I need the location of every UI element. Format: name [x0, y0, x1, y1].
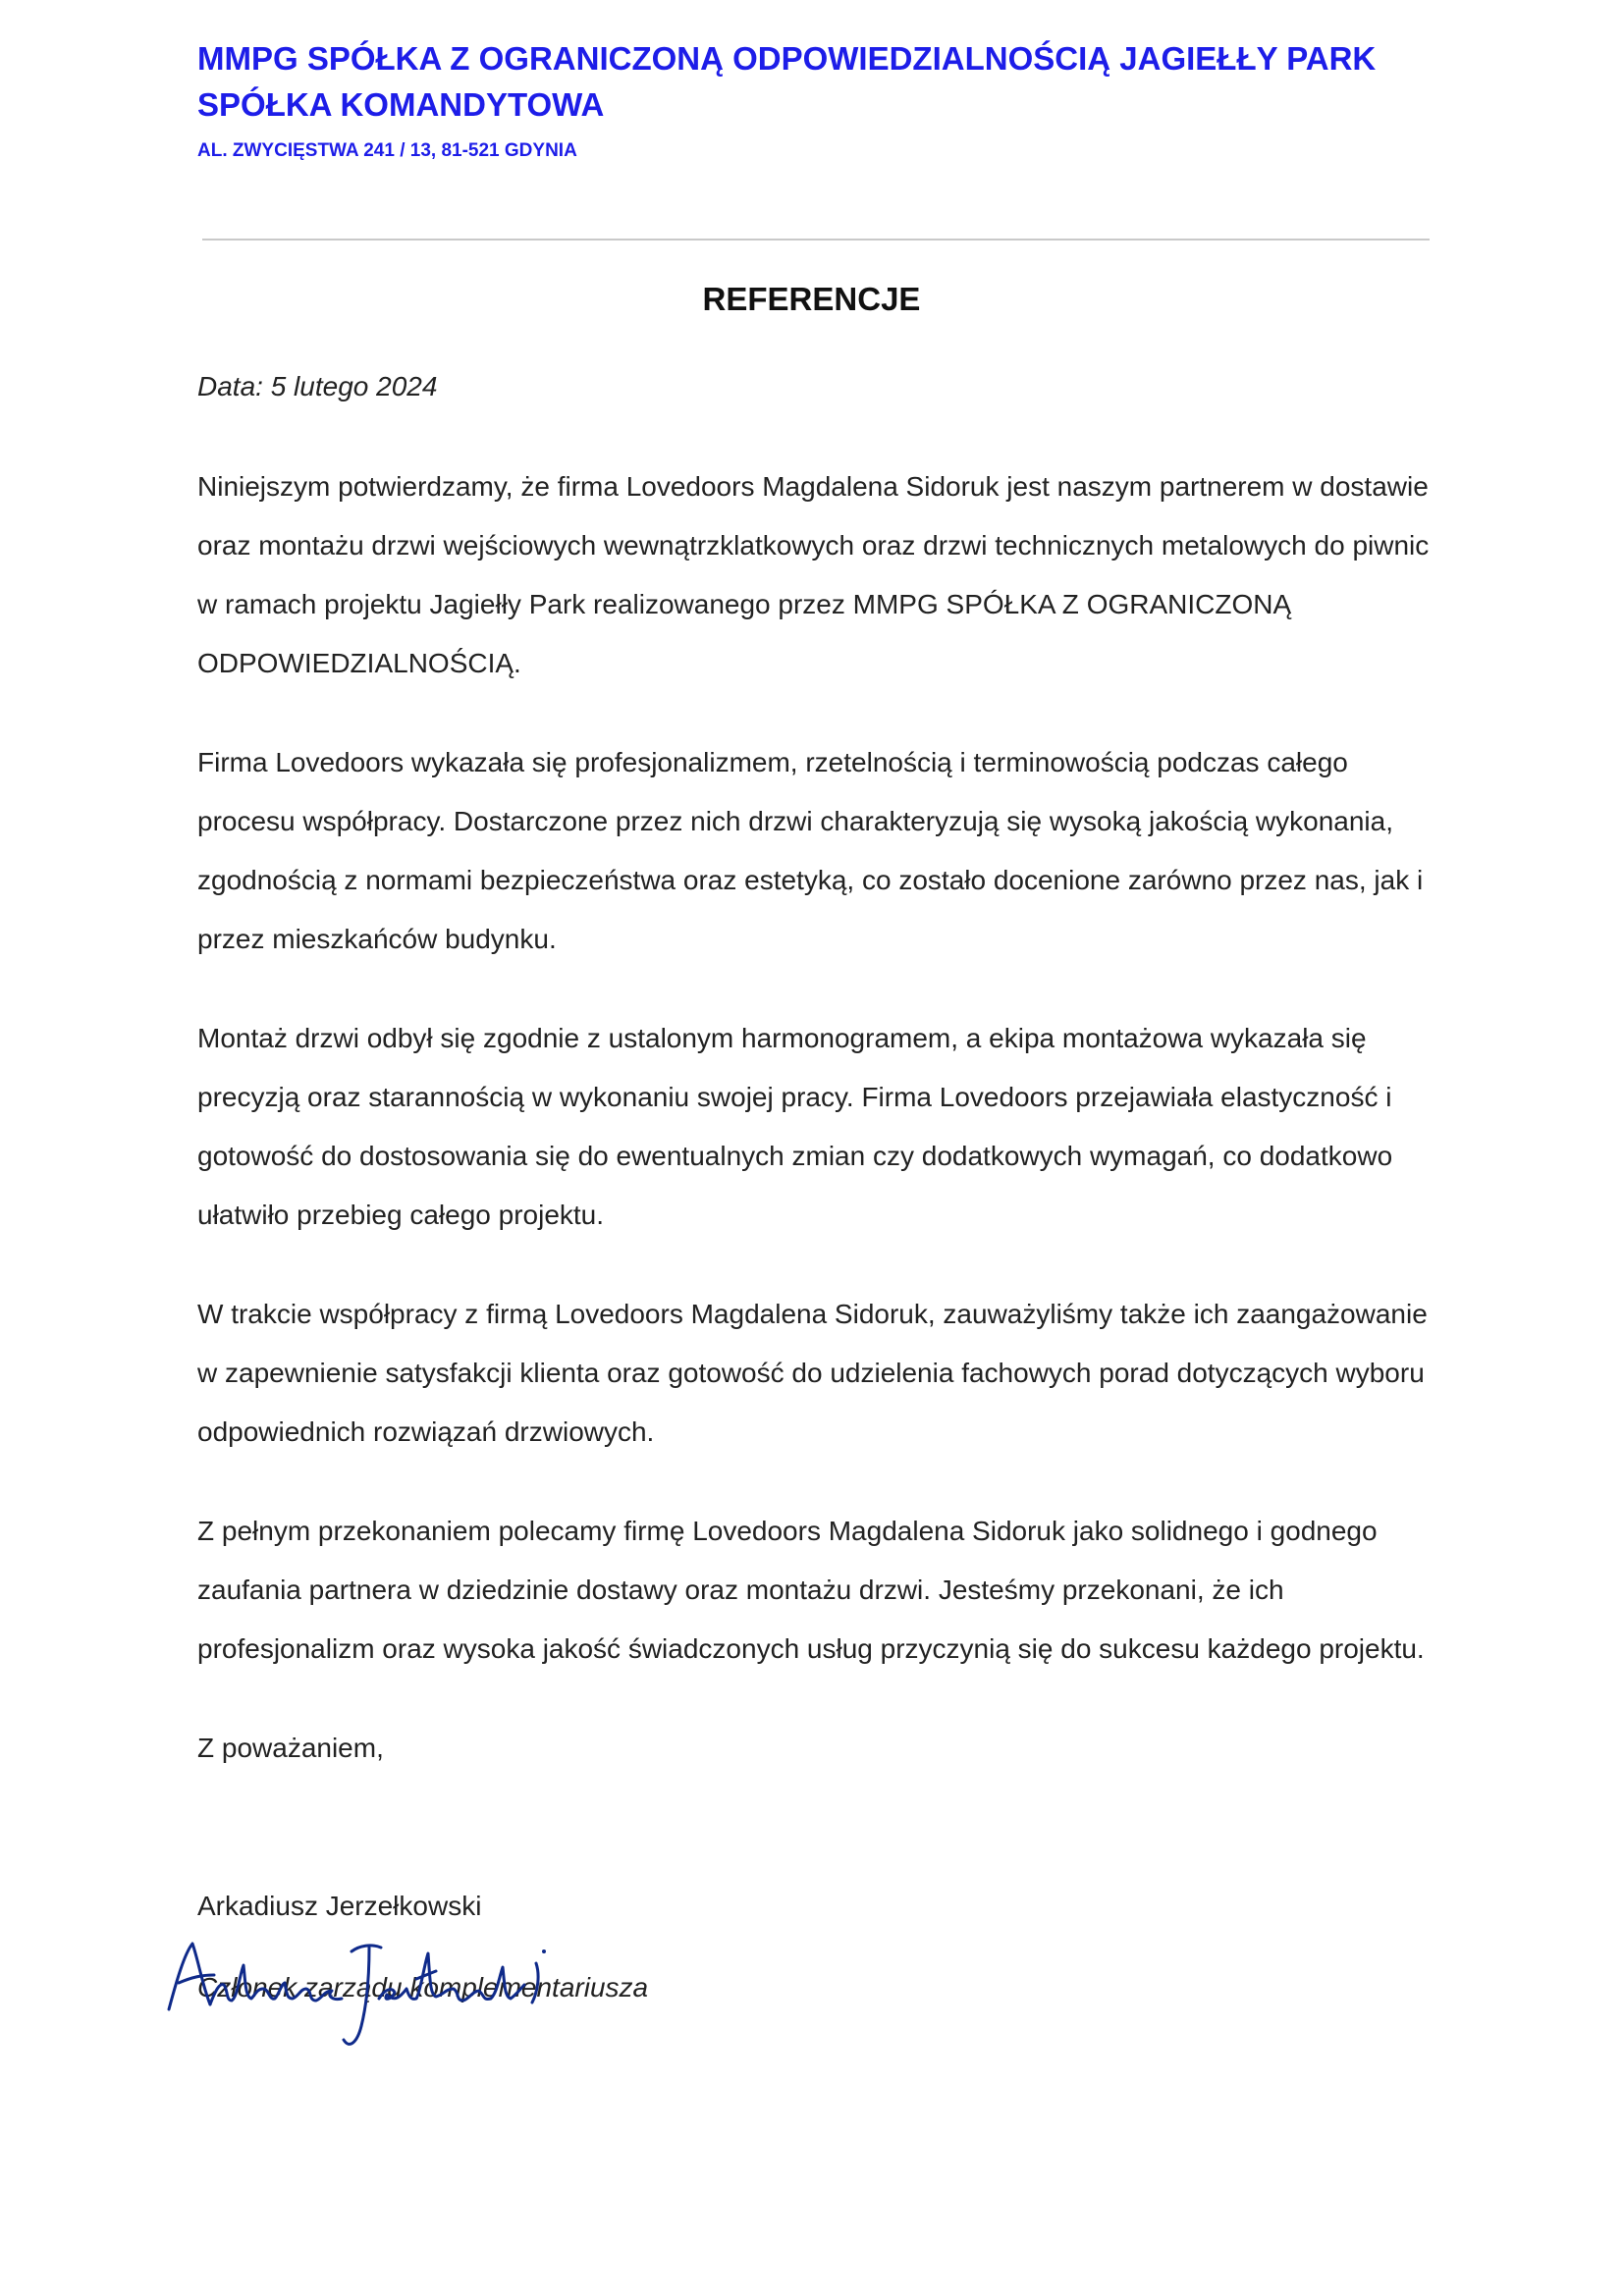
closing-salutation: Z poważaniem, [197, 1733, 384, 1763]
company-address: AL. ZWYCIĘSTWA 241 / 13, 81-521 GDYNIA [197, 140, 577, 161]
letterhead [197, 35, 1425, 163]
letter-body [197, 457, 1449, 1778]
company-name: MMPG SPÓŁKA Z OGRANICZONĄ ODPOWIEDZIALNOŚCIĄ JAGIEŁŁY PARK SPÓŁKA KOMANDYTOWA [197, 40, 1377, 123]
signer-name: Arkadiusz Jerzełkowski [197, 1891, 482, 1921]
body-paragraph-5: Z pełnym przekonaniem polecamy firmę Lovedoors Magdalena Sidoruk jako solidnego i godnego zaufania partnera w dziedzinie dostawy oraz montażu drzwi. Jesteśmy przekonani, że ich profesjonalizm oraz wysoka jakość świadczonych usług przyczynią się do sukcesu każdego projektu. [197, 1516, 1425, 1664]
document-date: Data: 5 lutego 2024 [197, 371, 438, 401]
body-paragraph-4: W trakcie współpracy z firmą Lovedoors Magdalena Sidoruk, zauważyliśmy także ich zaangażowanie w zapewnienie satysfakcji klienta oraz gotowość do udzielenia fachowych porad dotyczących wyboru odpowiednich rozwiązań drzwiowych. [197, 1299, 1428, 1447]
body-paragraph-2: Firma Lovedoors wykazała się profesjonalizmem, rzetelnością i terminowością podczas całego procesu współpracy. Dostarczone przez nich drzwi charakteryzują się wysoką jakością wykonania, zgodnością z normami bezpieczeństwa oraz estetyką, co zostało docenione zarówno przez nas, jak i przez mieszkańców budynku. [197, 747, 1424, 954]
body-paragraph-1: Niniejszym potwierdzamy, że firma Lovedoors Magdalena Sidoruk jest naszym partnerem w dostawie oraz montażu drzwi wejściowych wewnątrzklatkowych oraz drzwi technicznych metalowych do piwnic w ramach projektu Jagiełły Park realizowanego przez MMPG SPÓŁKA Z OGRANICZONĄ ODPOWIEDZIALNOŚCIĄ. [197, 471, 1430, 678]
document-title: REFERENCJE [702, 281, 921, 317]
handwritten-signature [159, 1906, 571, 2054]
signer-role: Członek zarządu komplementariusza [197, 1972, 649, 2002]
body-paragraph-3: Montaż drzwi odbył się zgodnie z ustalonym harmonogramem, a ekipa montażowa wykazała się precyzją oraz starannością w wykonaniu swojej pracy. Firma Lovedoors przejawiała elastyczność i gotowość do dostosowania się do ewentualnych zmian czy dodatkowych wymagań, co dodatkowo ułatwiło przebieg całego projektu. [197, 1023, 1393, 1230]
header-divider [202, 239, 1430, 240]
